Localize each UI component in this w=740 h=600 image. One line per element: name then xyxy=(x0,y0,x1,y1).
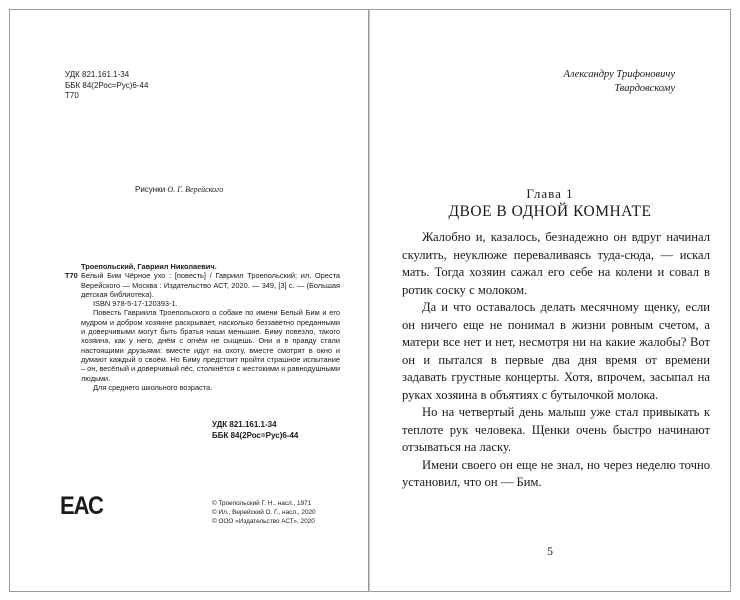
paragraph: Жалобно и, казалось, безнадежно он вдруг начинал скулить, неуклюже переваливаясь туда-сюда, — искал мать. Тогда хозяин сажал его себе на колени и совал в ротик соску с молоком. xyxy=(402,230,710,297)
biblio-entry-text: Белый Бим Чёрное ухо : [повесть] / Гавриил Троепольский; ил. Ореста Верейского — Москва : Издательство АСТ, 2020. — 349, [3] с. — (Большая детская библиотека). xyxy=(81,271,340,299)
bottom-classification-codes xyxy=(212,420,298,441)
copyright-notices xyxy=(212,500,316,526)
udk-code: УДК 821.161.1-34 xyxy=(65,70,130,79)
illustrations-credit xyxy=(135,185,223,194)
biblio-abstract: Повесть Гавриила Троепольского о собаке по имени Белый Бим и его мудром и добром хозяине раскрывает, насколько беззаветно преданными и доверчивыми могут быть братья наши меньшие. Биму повезло, такого хозяина, как у него, днём с огнём не сыщешь. Они и в правду стали настоящими друзьями: вместе идут на охоту, вместе смотрят в окно и думают каждый о своём. Но Биму предстоит пройти страшное испытание – он, весёлый и доверчивый пёс, столкнётся с жестокими и равнодушными людьми. xyxy=(81,308,341,383)
biblio-author: Троепольский, Гавриил Николаевич. xyxy=(81,262,217,271)
chapter-number: Глава 1 xyxy=(526,186,574,201)
chapter-title: ДВОЕ В ОДНОЙ КОМНАТЕ xyxy=(448,203,652,220)
classification-codes xyxy=(65,70,148,102)
biblio-entry xyxy=(65,271,340,299)
age-rating-text: Для среднего школьного возраста. xyxy=(93,382,213,392)
dedication xyxy=(563,68,675,96)
page-number: 5 xyxy=(547,544,553,558)
copyright-line: © Троепольский Г. Н., насл., 1971 xyxy=(212,500,312,507)
bottom-bbk-code: ББК 84(2Рос=Рус)6-44 xyxy=(212,430,299,440)
bottom-udk-code: УДК 821.161.1-34 xyxy=(212,420,277,429)
right-page xyxy=(369,9,731,592)
illustrator-name: О. Г. Верейского xyxy=(167,185,224,194)
bibliographic-record xyxy=(65,262,340,392)
illustrations-label: Рисунки xyxy=(135,185,168,194)
author-mark: Т70 xyxy=(65,91,79,100)
paragraph: Но на четвертый день малыш уже стал привыкать к теплоте рук человека. Щенки очень быстро начинают отзываться на ласку. xyxy=(402,405,710,454)
dedication-line: Твардовскому xyxy=(614,83,675,94)
paragraph: Да и что оставалось делать месячному щенку, если он ничего еще не понимал в жизни ровным счетом, а матери все нет и нет, несмотря ни на какие жалобы? Вот он и пытался в первые два дня время от времени задавать грустные концерты. Хотя, впрочем, засыпал на руках хозяина в объятиях с бутылочкой молока. xyxy=(402,300,710,402)
copyright-line: © ООО «Издательство АСТ», 2020 xyxy=(212,517,315,525)
chapter-text xyxy=(402,229,710,492)
left-page xyxy=(9,9,369,592)
biblio-author-code: Т70 xyxy=(65,271,78,281)
eac-certification-mark: ЕАС xyxy=(60,491,103,520)
copyright-line: © Ил., Верейский О. Г., насл., 2020 xyxy=(212,508,316,516)
isbn: ISBN 978-5-17-120393-1. xyxy=(93,299,178,309)
dedication-line: Александру Трифоновичу xyxy=(563,69,675,80)
paragraph: Имени своего он еще не знал, но через неделю точно установил, что он — Бим. xyxy=(402,457,710,489)
bbk-code: ББК 84(2Рос=Рус)6-44 xyxy=(65,80,149,90)
